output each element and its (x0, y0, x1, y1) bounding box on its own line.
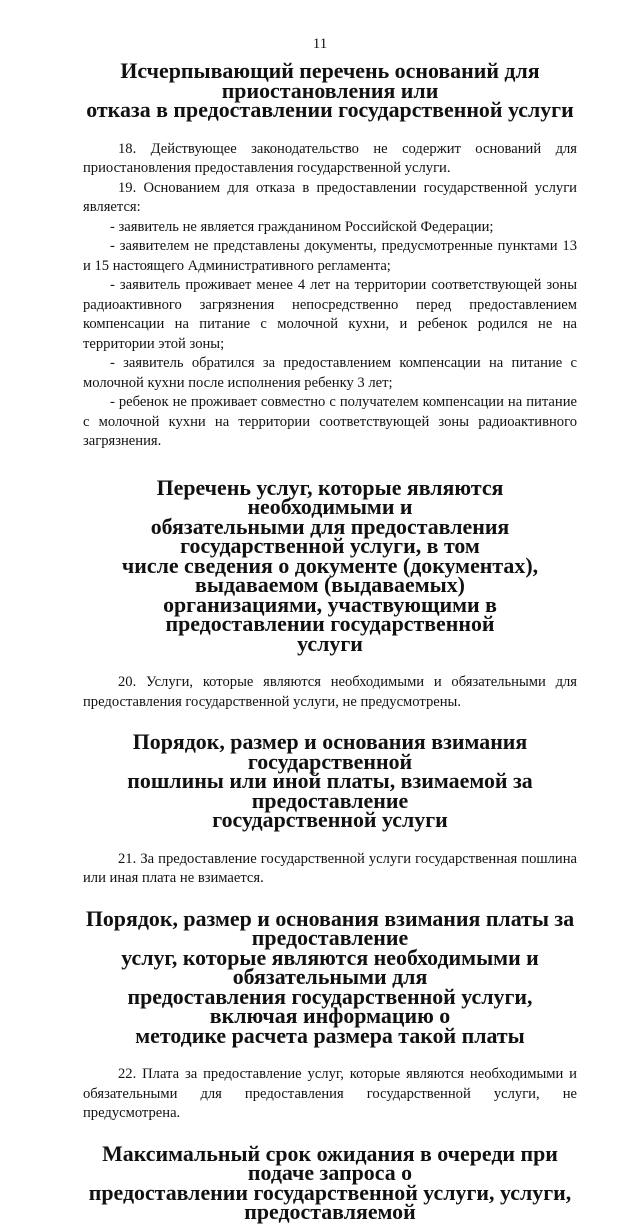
list-item: - заявитель проживает менее 4 лет на территории соответствующей зоны радиоактивного загрязнения непосредственно перед предоставлением компенсации на питание с молочной кухни, и ребенок родился не на территории этой зоны; (83, 277, 577, 352)
heading-state-fee (83, 729, 577, 832)
heading-queue-wait-time (83, 1140, 577, 1224)
heading-line: Исчерпывающий перечень оснований для приостановления или (120, 58, 540, 103)
page-number: 11 (312, 36, 328, 52)
heading-line: числе сведения о документе (документах), выдаваемом (выдаваемых) (121, 552, 539, 597)
heading-line: услуги (297, 630, 363, 656)
heading-line: организациями, участвующими в предоставлении государственной (163, 591, 497, 636)
paragraph-18: 18. Действующее законодательство не содержит оснований для приостановления предоставления государственной услуги. (83, 140, 577, 176)
list-item: - заявитель не является гражданином Российской Федерации; (110, 218, 494, 235)
document-body (83, 58, 577, 1224)
heading-line: государственной услуги (212, 807, 448, 832)
list-item: - заявитель обратился за предоставлением компенсации на питание с молочной кухни после исполнения ребенку 3 лет; (83, 355, 577, 391)
heading-fee-procedure (83, 905, 577, 1048)
heading-line: предоставлении государственной услуги, услуги, предоставляемой (88, 1179, 572, 1224)
heading-line: методике расчета размера такой платы (135, 1022, 525, 1048)
heading-line: Максимальный срок ожидания в очереди при подаче запроса о (102, 1140, 558, 1185)
list-item: - ребенок не проживает совместно с получателем компенсации на питание с молочной кухни на территории соответствующей зоны радиоактивного загрязнения. (83, 394, 577, 449)
list-item: - заявителем не представлены документы, предусмотренные пунктами 13 и 15 настоящего Административного регламента; (83, 238, 577, 274)
heading-line: отказа в предоставлении государственной услуги (86, 97, 574, 122)
heading-line: услуг, которые являются необходимыми и обязательными для (121, 944, 539, 989)
heading-line: Порядок, размер и основания взимания платы за предоставление (85, 905, 575, 950)
paragraph-21: 21. За предоставление государственной услуги государственная пошлина или иная плата не взимается. (83, 850, 577, 886)
heading-line: Порядок, размер и основания взимания государственной (132, 729, 528, 774)
heading-line: пошлины или иной платы, взимаемой за предоставление (127, 768, 533, 813)
heading-line: обязательными для предоставления государственной услуги, в том (150, 513, 510, 558)
heading-grounds-refusal (83, 58, 577, 122)
paragraph-20: 20. Услуги, которые являются необходимыми и обязательными для предоставления государственной услуги, не предусмотрены. (83, 674, 577, 710)
heading-line: Перечень услуг, которые являются необходимыми и (156, 474, 504, 519)
paragraph-22: 22. Плата за предоставление услуг, которые являются необходимыми и обязательными для предоставления государственной услуги, не предусмотрена. (83, 1066, 577, 1121)
heading-required-services (83, 474, 577, 656)
paragraph-19: 19. Основанием для отказа в предоставлении государственной услуги является: (83, 179, 577, 215)
heading-line: предоставления государственной услуги, включая информацию о (127, 983, 533, 1028)
